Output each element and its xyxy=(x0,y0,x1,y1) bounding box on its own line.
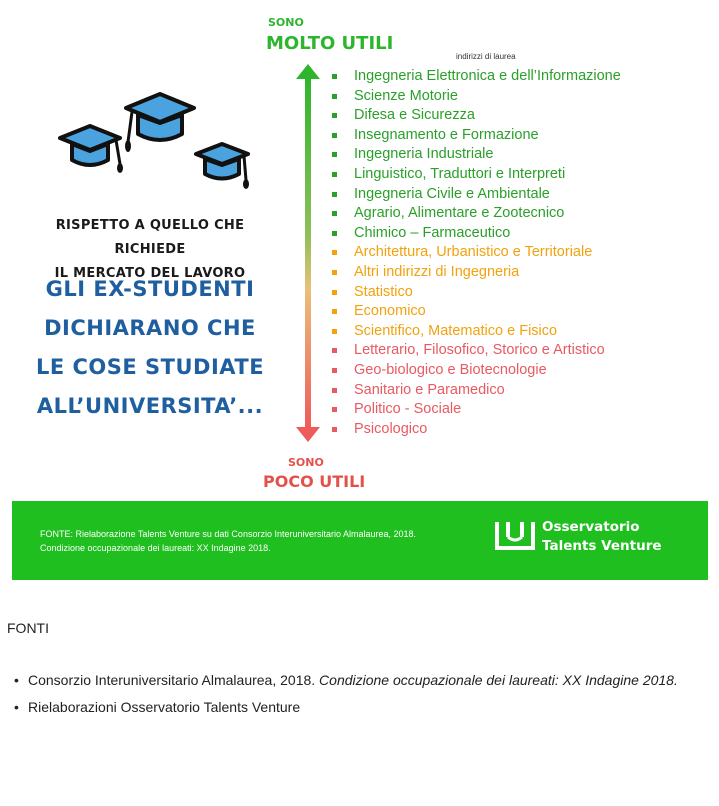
source-note xyxy=(40,527,470,555)
left-headline-line: LE COSE STUDIATE xyxy=(35,355,265,379)
degree-item xyxy=(332,400,621,420)
degree-list xyxy=(332,67,621,439)
degree-item xyxy=(332,204,621,224)
degree-item xyxy=(332,165,621,185)
source-band xyxy=(12,501,708,580)
degree-item xyxy=(332,302,621,322)
degree-item xyxy=(332,420,621,440)
degree-label: Geo-biologico e Biotecnologie xyxy=(354,361,547,378)
reference-item xyxy=(14,668,704,693)
bullet-icon xyxy=(332,290,337,295)
degree-label: Insegnamento e Formazione xyxy=(354,126,539,143)
bullet-icon xyxy=(332,427,337,432)
bullet-icon xyxy=(332,250,337,255)
bullet-icon xyxy=(332,329,337,334)
left-headline-line: GLI EX-STUDENTI xyxy=(45,277,255,301)
left-subtitle-line: RISPETTO A QUELLO CHE RICHIEDE xyxy=(55,218,245,257)
degree-label: Altri indirizzi di Ingegneria xyxy=(354,263,520,280)
bullet-icon xyxy=(332,74,337,79)
bullet-icon xyxy=(332,407,337,412)
degree-item xyxy=(332,145,621,165)
brand-line: Osservatorio xyxy=(542,519,640,535)
talents-venture-logo-icon xyxy=(494,519,536,551)
degree-item xyxy=(332,322,621,342)
left-headline xyxy=(30,270,270,426)
bullet-icon xyxy=(332,368,337,373)
top-label-small: SONO xyxy=(268,16,304,29)
degree-item xyxy=(332,185,621,205)
brand-name xyxy=(542,518,662,556)
degree-item xyxy=(332,283,621,303)
degree-label: Architettura, Urbanistico e Territoriale xyxy=(354,244,593,261)
degree-label: Statistico xyxy=(354,283,413,300)
bullet-icon xyxy=(332,133,337,138)
degree-item xyxy=(332,224,621,244)
bullet-icon xyxy=(332,348,337,353)
degree-item xyxy=(332,341,621,361)
graduation-caps-icon xyxy=(50,90,260,200)
degree-label: Psicologico xyxy=(354,420,428,437)
double-arrow-icon xyxy=(296,64,320,442)
brand-line: Talents Venture xyxy=(542,538,662,554)
bullet-icon xyxy=(332,270,337,275)
source-line: FONTE: Rielaborazione Talents Venture su dati Consorzio Interuniversitario Almalaurea, 2018. xyxy=(40,529,417,539)
reference-title: Condizione occupazionale dei laureati: XX Indagine 2018. xyxy=(319,672,678,688)
left-headline-line: DICHIARANO CHE xyxy=(44,316,256,340)
list-header: indirizzi di laurea xyxy=(456,52,516,61)
bullet-icon xyxy=(332,94,337,99)
degree-item xyxy=(332,243,621,263)
degree-label: Ingegneria Industriale xyxy=(354,146,494,163)
top-label-big: MOLTO UTILI xyxy=(266,33,394,54)
reference-text: Rielaborazioni Osservatorio Talents Venture xyxy=(28,699,301,715)
degree-label: Sanitario e Paramedico xyxy=(354,381,505,398)
bullet-icon xyxy=(332,388,337,393)
references-list xyxy=(14,668,704,722)
bullet-icon xyxy=(332,192,337,197)
degree-item xyxy=(332,106,621,126)
degree-item xyxy=(332,263,621,283)
degree-label: Ingegneria Civile e Ambientale xyxy=(354,185,550,202)
degree-label: Politico - Sociale xyxy=(354,401,462,418)
degree-item xyxy=(332,361,621,381)
degree-label: Chimico – Farmaceutico xyxy=(354,224,511,241)
bullet-icon xyxy=(332,309,337,314)
source-line: Condizione occupazionale dei laureati: XX Indagine 2018. xyxy=(40,543,271,553)
bottom-label-small: SONO xyxy=(288,456,324,469)
reference-item xyxy=(14,695,704,720)
left-subtitle-line: IL MERCATO DEL LAVORO xyxy=(54,266,246,281)
degree-item xyxy=(332,126,621,146)
degree-label: Difesa e Sicurezza xyxy=(354,107,475,124)
bullet-icon xyxy=(332,113,337,118)
fonti-heading: FONTI xyxy=(7,620,49,636)
degree-item xyxy=(332,87,621,107)
degree-label: Ingegneria Elettronica e dell’Informazione xyxy=(354,68,621,84)
bullet-icon xyxy=(332,172,337,177)
degree-label: Linguistico, Traduttori e Interpreti xyxy=(354,165,566,182)
bullet-icon xyxy=(332,211,337,216)
degree-label: Economico xyxy=(354,303,426,320)
degree-item xyxy=(332,381,621,401)
degree-item xyxy=(332,67,621,87)
left-headline-line: ALL’UNIVERSITA’... xyxy=(36,394,264,418)
degree-label: Letterario, Filosofico, Storico e Artistico xyxy=(354,342,605,359)
degree-label: Scienze Motorie xyxy=(354,87,458,104)
degree-label: Scientifico, Matematico e Fisico xyxy=(354,322,558,339)
degree-label: Agrario, Alimentare e Zootecnico xyxy=(354,205,565,222)
bullet-icon xyxy=(332,152,337,157)
bullet-icon xyxy=(332,231,337,236)
bottom-label-big: POCO UTILI xyxy=(263,472,366,491)
reference-text: Consorzio Interuniversitario Almalaurea, 2018. xyxy=(28,672,320,688)
